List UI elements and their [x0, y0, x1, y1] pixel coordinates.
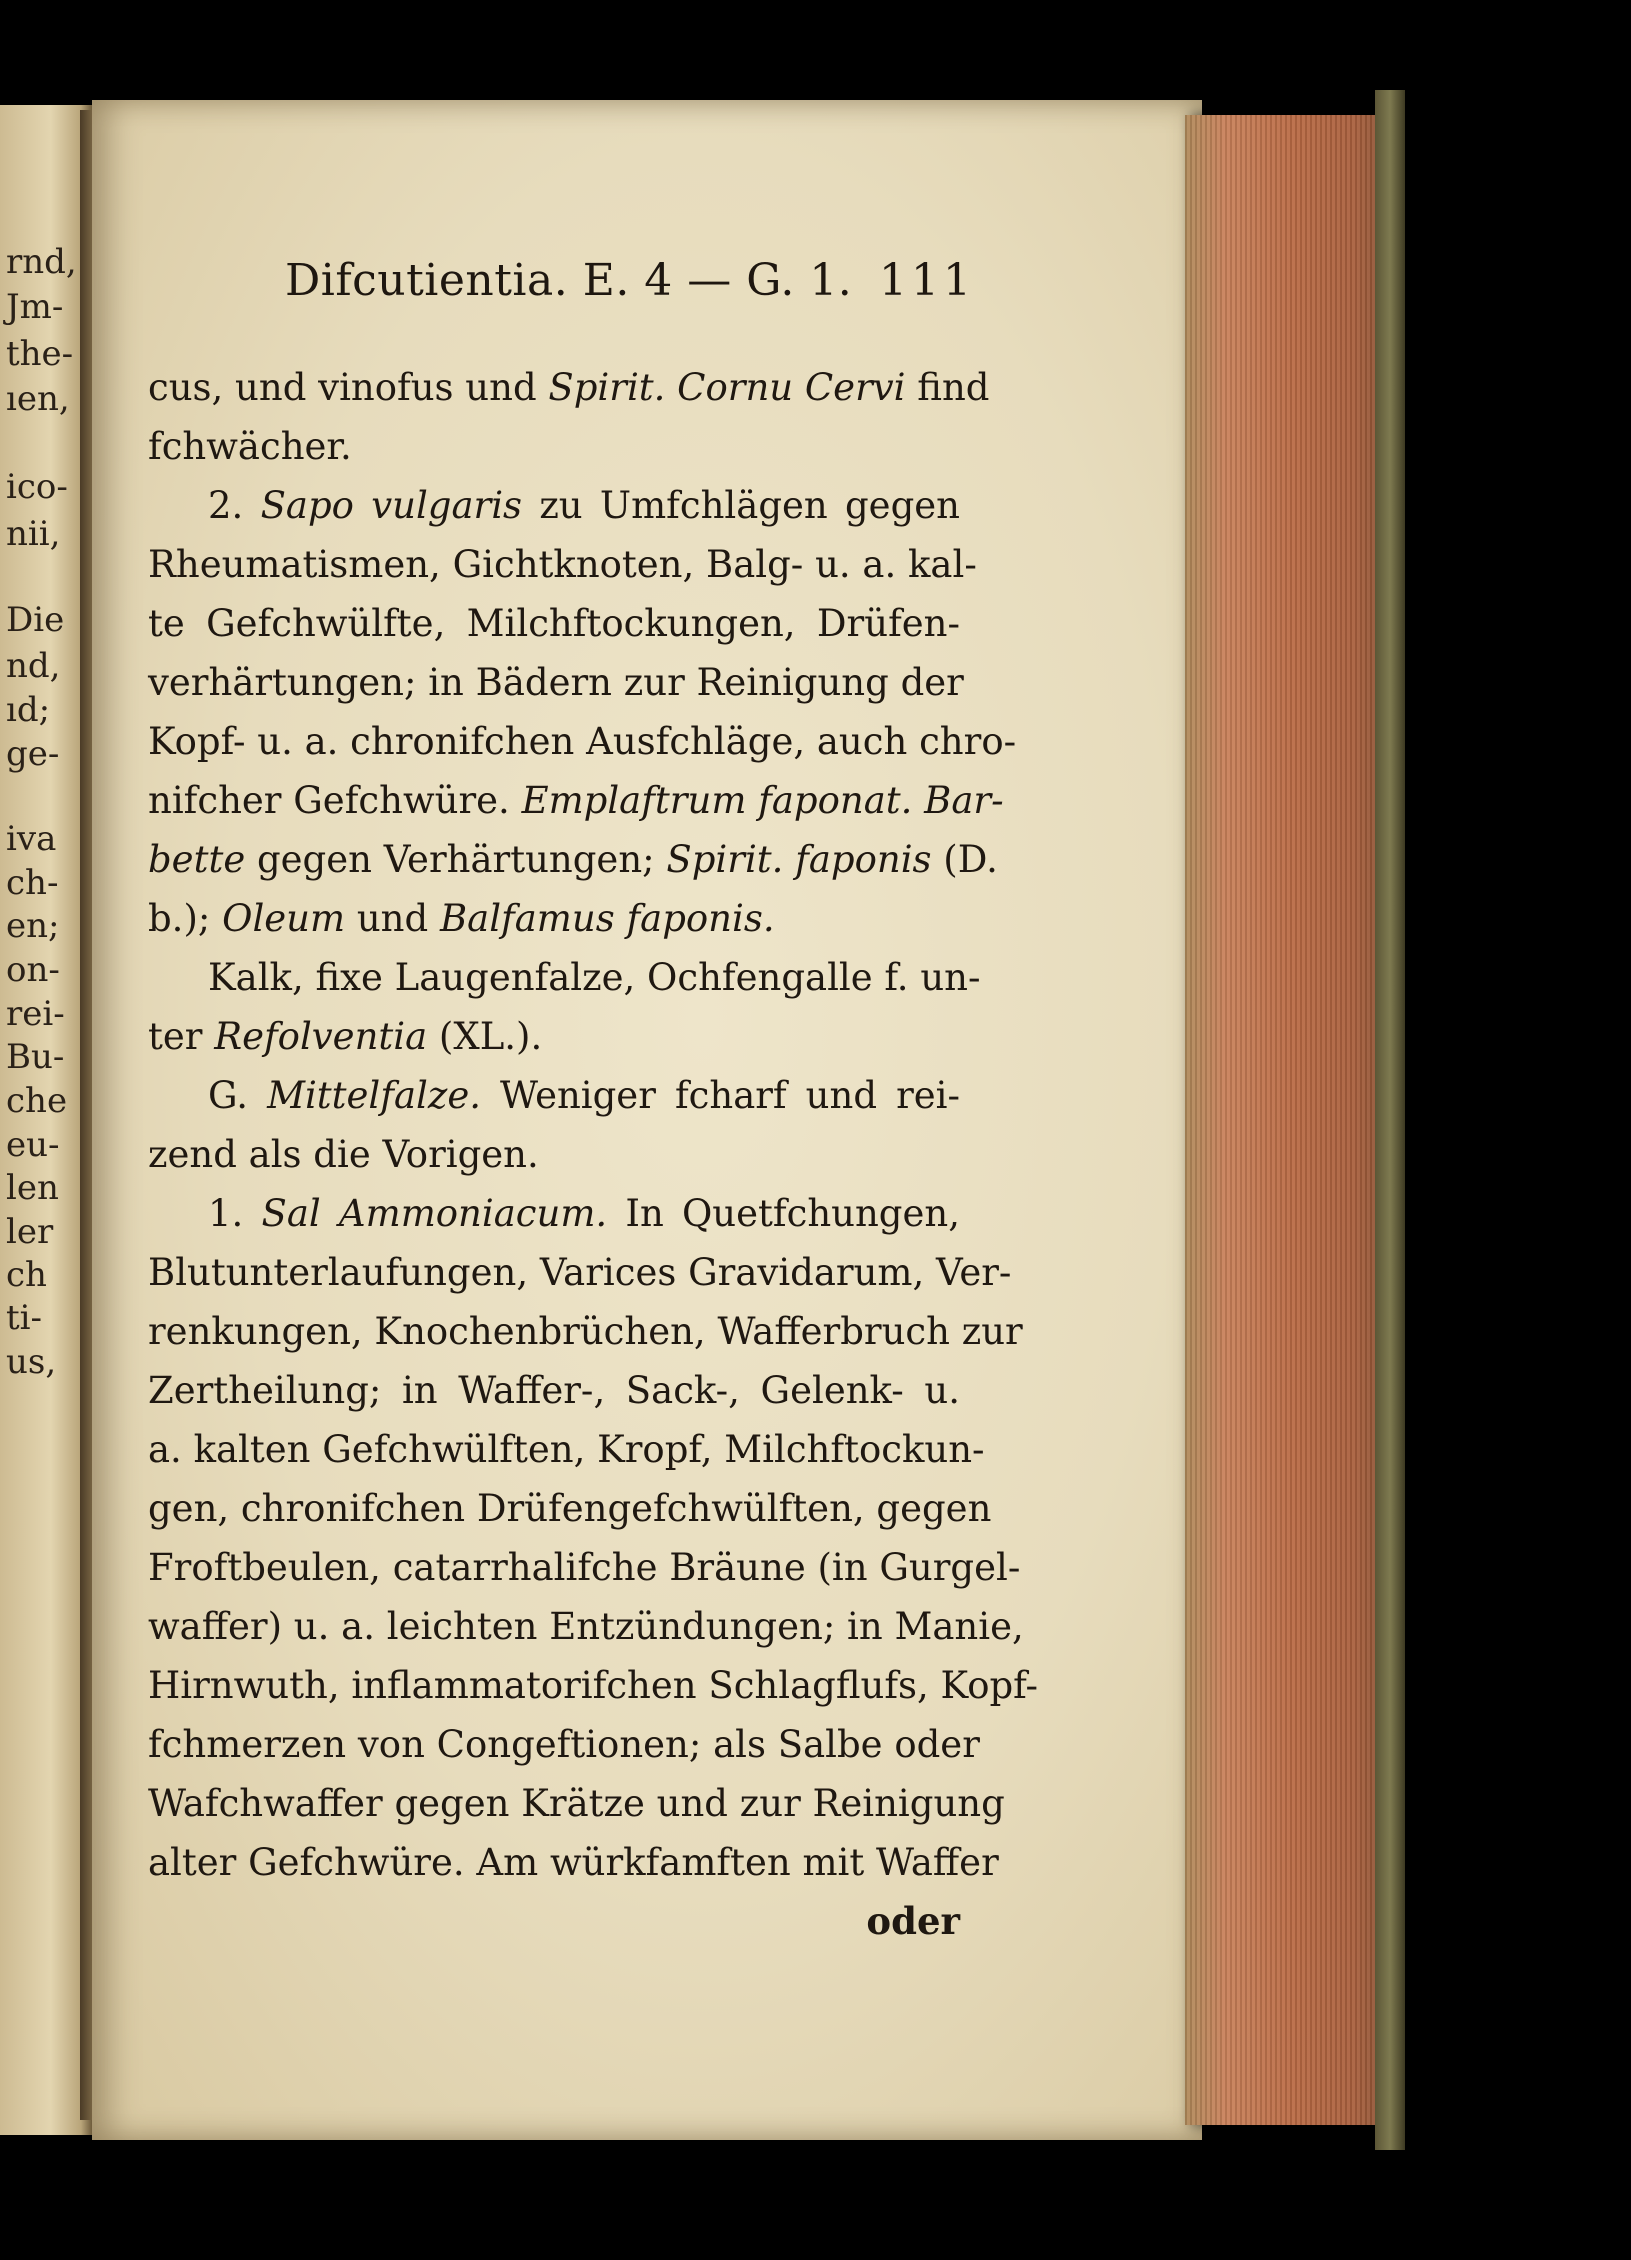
- text-run: Blutunterlaufungen, Varices Gravidarum, Ver-: [148, 1251, 1012, 1294]
- text-line: [148, 948, 981, 1007]
- text-line: [148, 476, 960, 535]
- text-run: a. kalten Gefchwülften, Kropf, Milchftockun-: [148, 1428, 985, 1471]
- text-run: cus, und vinofus und: [148, 366, 549, 409]
- text-line: [148, 1066, 960, 1125]
- left-page-fragment: ch-: [6, 863, 59, 903]
- text-run: Hirnwuth, inflammatorifchen Schlagflufs, Kopf-: [148, 1664, 1039, 1707]
- text-run: find: [905, 366, 990, 409]
- text-run: 1.: [208, 1192, 262, 1235]
- left-page-fragment: nii,: [6, 514, 61, 554]
- text-run: Zertheilung; in Waffer-, Sack-, Gelenk- u.: [148, 1369, 960, 1412]
- page-edges: [1185, 115, 1385, 2125]
- italic-text-run: Oleum: [222, 897, 346, 940]
- text-line: [148, 1302, 1023, 1361]
- italic-text-run: Mittelfalze.: [267, 1074, 481, 1117]
- text-line: [148, 1715, 980, 1774]
- text-line: [148, 1184, 960, 1243]
- left-page-fragment: rei-: [6, 994, 65, 1034]
- text-run: fchwächer.: [148, 425, 352, 468]
- running-head-title: Difcutientia. E. 4 — G. 1.: [285, 255, 853, 306]
- italic-text-run: Balfamus faponis.: [439, 897, 775, 940]
- italic-text-run: Spirit. faponis: [666, 838, 932, 881]
- text-line: [148, 358, 990, 417]
- text-run: In Quetfchungen,: [607, 1192, 960, 1235]
- text-run: alter Gefchwüre. Am würkfamften mit Waffer: [148, 1841, 999, 1884]
- left-page-fragment: ge-: [6, 734, 60, 774]
- text-run: fchmerzen von Congeftionen; als Salbe oder: [148, 1723, 980, 1766]
- italic-text-run: Emplaftrum faponat. Bar-: [521, 779, 1004, 822]
- catchword: oder: [866, 1899, 960, 1943]
- text-run: b.);: [148, 897, 223, 940]
- text-run: Kalk, fixe Laugenfalze, Ochfengalle f. un-: [208, 956, 981, 999]
- text-line: [148, 535, 977, 594]
- left-page-fragment: ler: [6, 1212, 54, 1252]
- italic-text-run: Sal Ammoniacum.: [261, 1192, 608, 1235]
- text-run: 2.: [208, 484, 261, 527]
- text-run: ter: [148, 1015, 215, 1058]
- text-run: (XL.).: [427, 1015, 543, 1058]
- text-line: [148, 594, 960, 653]
- text-line: [148, 653, 964, 712]
- italic-text-run: Spirit. Cornu Cervi: [548, 366, 906, 409]
- left-page-fragment: Jm-: [6, 287, 64, 327]
- book-cover-edge: [1375, 90, 1405, 2150]
- text-run: Rheumatismen, Gichtknoten, Balg- u. a. kal-: [148, 543, 977, 586]
- left-page-fragment: Die: [6, 600, 65, 640]
- left-page-fragment: ch: [6, 1255, 47, 1295]
- text-line: [148, 1597, 1024, 1656]
- text-run: waffer) u. a. leichten Entzündungen; in Manie,: [148, 1605, 1024, 1648]
- text-run: und: [345, 897, 440, 940]
- text-line: [148, 1125, 960, 1184]
- left-page-fragment: len: [6, 1168, 59, 1208]
- italic-text-run: bette: [148, 838, 246, 881]
- text-line: [148, 1007, 960, 1066]
- text-run: Kopf- u. a. chronifchen Ausfchläge, auch chro-: [148, 720, 1017, 763]
- text-run: Froftbeulen, catarrhalifche Bräune (in Gurgel-: [148, 1546, 1021, 1589]
- text-run: gen, chronifchen Drüfengefchwülften, gegen: [148, 1487, 992, 1530]
- text-line: [148, 1656, 1039, 1715]
- left-page-fragment: rnd,: [6, 242, 77, 282]
- text-line: [148, 1833, 999, 1892]
- left-page-fragment: che: [6, 1081, 68, 1121]
- left-page-fragment: nd,: [6, 646, 61, 686]
- text-run: (D.: [931, 838, 998, 881]
- text-run: te Gefchwülfte, Milchftockungen, Drüfen-: [148, 602, 960, 645]
- page-number: 111: [879, 255, 975, 306]
- text-run: zu Umfchlägen gegen: [522, 484, 960, 527]
- running-head: [285, 255, 975, 306]
- left-page-fragment: ti-: [6, 1298, 43, 1338]
- text-run: G.: [208, 1074, 268, 1117]
- italic-text-run: Refolventia: [214, 1015, 428, 1058]
- left-page-edge: [0, 105, 92, 2135]
- text-run: zend als die Vorigen.: [148, 1133, 539, 1176]
- text-line: [148, 1774, 1005, 1833]
- text-line: [148, 1479, 992, 1538]
- text-line: [148, 889, 960, 948]
- left-page-fragment: us,: [6, 1342, 57, 1382]
- left-page-fragment: on-: [6, 950, 60, 990]
- left-page-fragment: ıd;: [6, 690, 51, 730]
- text-line: [148, 771, 1004, 830]
- text-line: [148, 1538, 1021, 1597]
- text-run: renkungen, Knochenbrüchen, Wafferbruch zur: [148, 1310, 1023, 1353]
- italic-text-run: Sapo vulgaris: [260, 484, 523, 527]
- text-run: gegen Verhärtungen;: [245, 838, 667, 881]
- text-line: [148, 1243, 1012, 1302]
- text-run: Wafchwaffer gegen Krätze und zur Reinigung: [148, 1782, 1005, 1825]
- text-line: [148, 1361, 960, 1420]
- left-page-fragment: ico-: [6, 467, 68, 507]
- left-page-fragment: ıen,: [6, 379, 70, 419]
- page-body-text: [148, 358, 1039, 1951]
- text-run: nifcher Gefchwüre.: [148, 779, 522, 822]
- text-line: [148, 1420, 985, 1479]
- text-line: [148, 712, 1017, 771]
- left-page-fragment: eu-: [6, 1125, 60, 1165]
- left-page-fragment: iva: [6, 819, 57, 859]
- text-line: [148, 417, 960, 476]
- text-run: Weniger fcharf und rei-: [481, 1074, 960, 1117]
- left-page-fragment: Bu-: [6, 1037, 65, 1077]
- text-run: verhärtungen; in Bädern zur Reinigung der: [148, 661, 964, 704]
- text-line: [148, 830, 998, 889]
- left-page-fragment: the-: [6, 334, 74, 374]
- left-page-fragment: en;: [6, 906, 60, 946]
